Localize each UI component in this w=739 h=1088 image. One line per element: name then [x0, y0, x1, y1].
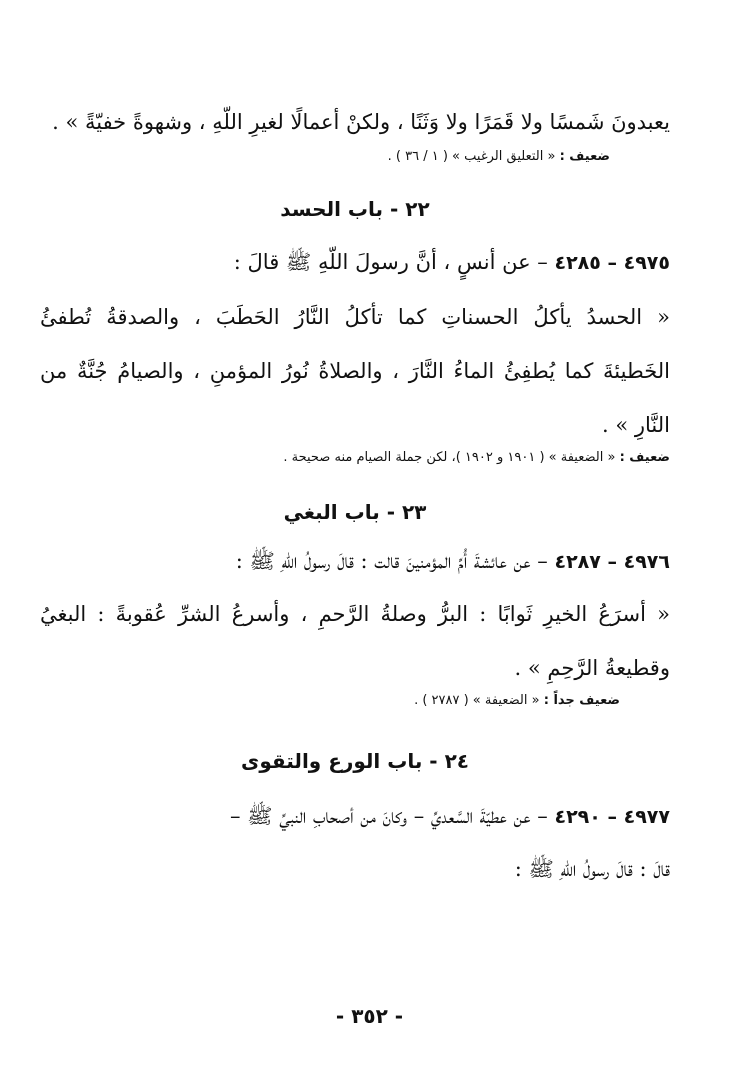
section-heading: ٢٤ - باب الورع والتقوى — [241, 749, 469, 773]
grading-note — [40, 146, 670, 168]
hadith-intro: – عن عائشةَ أُمِّ المؤمنينَ قالت : قالَ رسولُ اللّهِ ﷺ : — [235, 549, 548, 573]
page-number: - ٣٥٢ - — [335, 1004, 404, 1028]
hadith-number: ٤٩٧٥ – ٤٢٨٥ — [554, 252, 670, 274]
grade-label: ضعيف جداً : — [543, 693, 620, 708]
grade-text: « الضعيفة » ( ٢٧٨٧ ) . — [414, 693, 540, 708]
hadith-header — [40, 545, 670, 578]
document-page — [40, 96, 670, 885]
text-line: الخَطيئةَ كما يُطفِئُ الماءُ النَّارَ ، والصلاةُ نُورُ المؤمنِ ، والصيامُ جُنَّةٌ من — [40, 359, 670, 383]
text-line: قالَ : قالَ رسولُ اللّهِ ﷺ : — [514, 857, 670, 881]
section-heading: ٢٢ - باب الحسد — [280, 197, 430, 221]
text-line: « أسرَعُ الخيرِ ثَوابًا : البرُّ وصلةُ الرَّحمِ ، وأسرعُ الشرِّ عُقوبةً : البغيُ — [40, 602, 670, 626]
hadith-number: ٤٩٧٧ – ٤٢٩٠ — [554, 806, 670, 828]
text-line: يعبدونَ شَمسًا ولا قَمَرًا ولا وَثَنًا ، ولكنْ أعمالًا لغيرِ اللّهِ ، وشهوةً خفيّةً » . — [52, 110, 670, 134]
grading-note — [40, 447, 670, 469]
grading-note — [40, 690, 670, 712]
hadith-intro: – عن أنسٍ ، أنَّ رسولَ اللّهِ ﷺ قالَ : — [233, 250, 548, 274]
section-heading: ٢٣ - باب البغي — [283, 500, 427, 524]
grade-text: « الضعيفة » ( ١٩٠١ و ١٩٠٢ )، لكن جملة الصيام منه صحيحة . — [283, 450, 616, 465]
grade-label: ضعيف : — [619, 450, 670, 465]
hadith-header — [40, 246, 670, 279]
grade-text: « التعليق الرغيب » ( ١ / ٣٦ ) . — [387, 149, 556, 164]
grade-label: ضعيف : — [559, 149, 610, 164]
text-line: وقطيعةُ الرَّحِمِ » . — [514, 656, 670, 680]
hadith-intro: – عن عطيّةَ السَّعديِّ – وكانَ من أصحابِ النبيِّ ﷺ – — [229, 804, 548, 828]
hadith-number: ٤٩٧٦ – ٤٢٨٧ — [554, 551, 670, 573]
text-line: النَّارِ » . — [602, 413, 670, 437]
text-line: « الحسدُ يأكلُ الحسناتِ كما تأكلُ النَّارُ الحَطَبَ ، والصدقةُ تُطفئُ — [40, 305, 670, 329]
hadith-header — [40, 800, 670, 833]
